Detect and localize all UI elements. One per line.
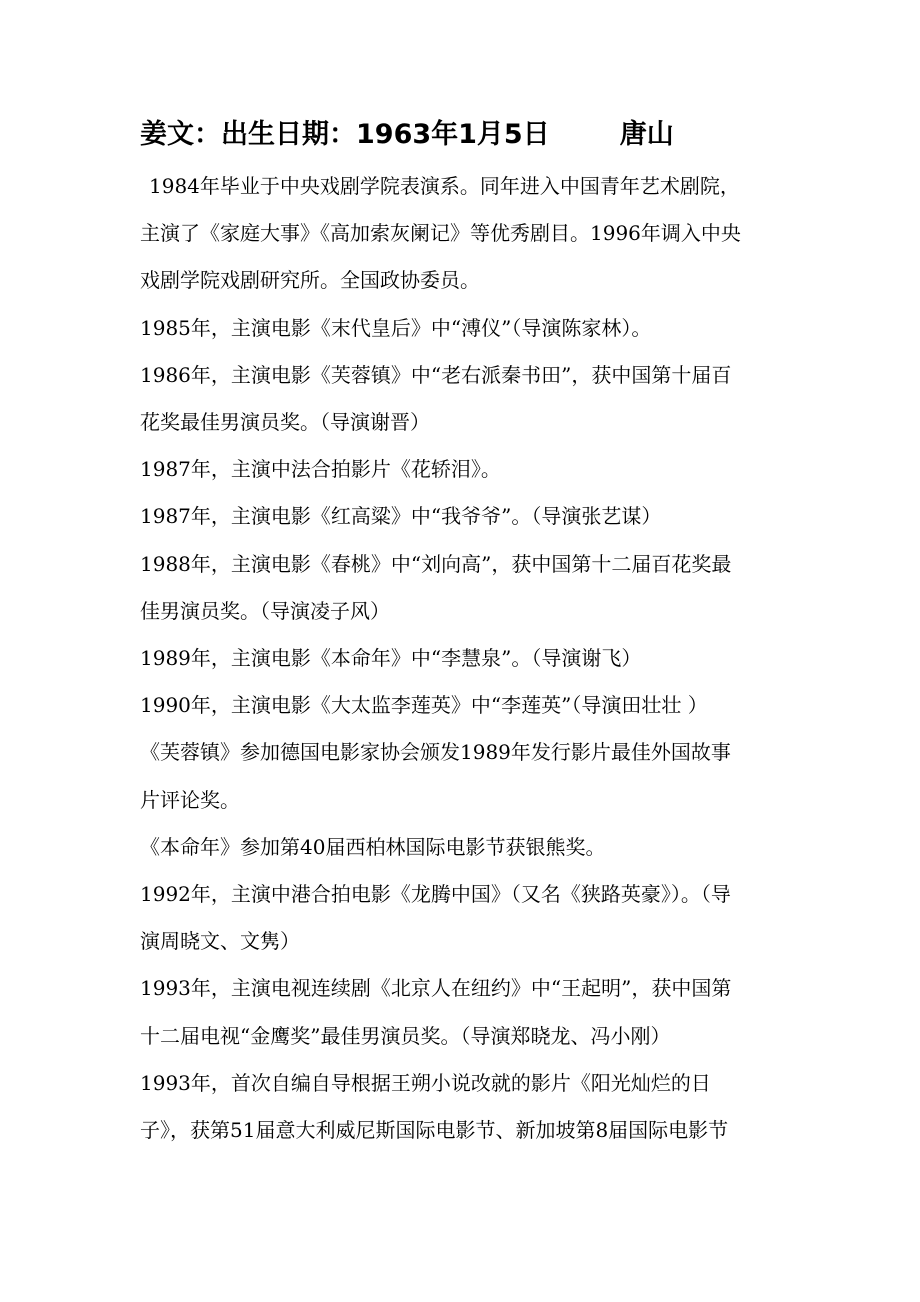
text-line: 1985年，主演电影《末代皇后》中“溥仪”（导演陈家林）。 [140, 315, 652, 340]
text-line: 1993年，主演电视连续剧《北京人在纽约》中“王起明”，获中国第 [140, 976, 732, 1001]
text-line: 戏剧学院戏剧研究所。全国政协委员。 [140, 268, 480, 293]
text-line: 1993年，首次自编自导根据王朔小说改就的影片《阳光灿烂的日 [140, 1070, 711, 1095]
text-line: 1984年毕业于中央戏剧学院表演系。同年进入中国青年艺术剧院， [149, 174, 740, 198]
title-place: 唐山 [619, 119, 674, 150]
text-line: 1989年，主演电影《本命年》中“李慧泉”。（导演谢飞） [140, 646, 642, 671]
text-line: 1986年，主演电影《芙蓉镇》中“老右派秦书田”，获中国第十届百 [140, 362, 732, 387]
text-line: 主演了《家庭大事》《高加索灰阑记》等优秀剧目。1996年调入中央 [140, 221, 741, 246]
text-line: 1992年，主演中港合拍电影《龙腾中国》（又名《狭路英豪》）。（导 [140, 882, 731, 907]
title-main: 姜文：出生日期：1963年1月5日 [140, 119, 550, 150]
text-line: 1987年，主演电影《红高粱》中“我爷爷”。（导演张艺谋） [140, 504, 662, 529]
text-line: 《本命年》参加第40届西柏林国际电影节获银熊奖。 [140, 834, 606, 859]
text-line: 《芙蓉镇》参加德国电影家协会颁发1989年发行影片最佳外国故事 [140, 740, 731, 765]
page-title [140, 112, 840, 158]
text-line: 1990年，主演电影《大太监李莲英》中“李莲英”（导演田壮壮 ） [140, 693, 708, 718]
text-line: 1988年，主演电影《春桃》中“刘向高”，获中国第十二届百花奖最 [140, 551, 732, 576]
document-body [140, 163, 785, 1154]
text-line: 十二届电视“金鹰奖”最佳男演员奖。（导演郑晓龙、冯小刚） [140, 1023, 671, 1048]
text-line: 演周晓文、文隽） [140, 929, 300, 954]
text-line: 佳男演员奖。（导演凌子风） [140, 598, 390, 623]
text-line: 1987年，主演中法合拍影片《花轿泪》。 [140, 457, 501, 482]
text-line: 子》，获第51届意大利威尼斯国际电影节、新加坡第8届国际电影节 [140, 1118, 729, 1143]
text-line: 片评论奖。 [140, 787, 240, 812]
text-line: 花奖最佳男演员奖。（导演谢晋） [140, 410, 430, 435]
